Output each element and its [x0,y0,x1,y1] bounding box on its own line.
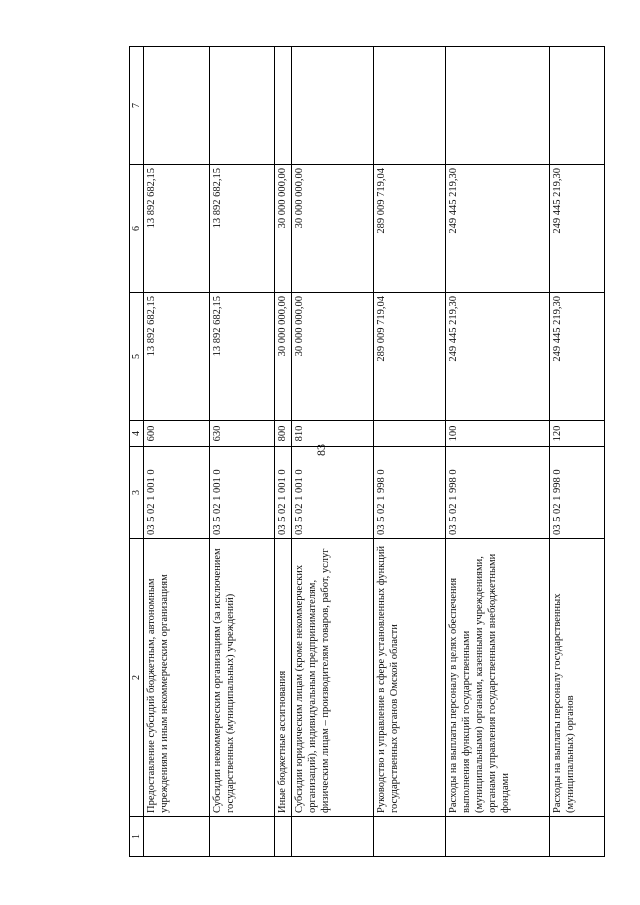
cell-code: 03 5 02 1 001 0 [275,447,292,539]
cell-amount-5: 30 000 000,00 [275,293,292,421]
header-col-7: 7 [130,47,144,165]
cell-name: Расходы на выплаты персоналу государственных (муниципальных) органов [550,539,605,817]
cell-amount-6: 249 445 219,30 [446,165,550,293]
cell-amount-5: 289 009 719,04 [374,293,446,421]
cell-amount-6: 30 000 000,00 [275,165,292,293]
cell-name: Руководство и управление в сфере установленных функций государственных органов Омской области [374,539,446,817]
cell-amount-6: 30 000 000,00 [292,165,374,293]
cell-name: Субсидии юридическим лицам (кроме некоммерческих организаций), индивидуальным предпринимателям, физическим лицам – производителям товаров, работ, услуг [292,539,374,817]
cell-name: Иные бюджетные ассигнования [275,539,292,817]
cell-col-7 [144,47,210,165]
cell-amount-5: 249 445 219,30 [446,293,550,421]
cell-name: Субсидии некоммерческим организациям (за исключением государственных (муниципальных) учреждений) [210,539,275,817]
cell-code: 03 5 02 1 001 0 [292,447,374,539]
cell-col-1 [292,817,374,857]
cell-expense-type [374,421,446,447]
cell-col-1 [275,817,292,857]
cell-expense-type: 100 [446,421,550,447]
cell-code: 03 5 02 1 998 0 [550,447,605,539]
table-row [275,47,292,857]
budget-table-container [129,47,576,857]
cell-name: Расходы на выплаты персоналу в целях обеспечения выполнения функций государственными (муниципальными) органами, казенными учреждениями, органами управления государственными внебюджетными фондами [446,539,550,817]
header-col-4: 4 [130,421,144,447]
cell-code: 03 5 02 1 001 0 [210,447,275,539]
cell-amount-6: 249 445 219,30 [550,165,605,293]
cell-expense-type: 600 [144,421,210,447]
cell-code: 03 5 02 1 998 0 [446,447,550,539]
cell-expense-type: 810 [292,421,374,447]
table-body [144,47,605,857]
cell-col-1 [550,817,605,857]
cell-amount-6: 289 009 719,04 [374,165,446,293]
cell-col-7 [550,47,605,165]
cell-code: 03 5 02 1 998 0 [374,447,446,539]
cell-code: 03 5 02 1 001 0 [144,447,210,539]
cell-expense-type: 120 [550,421,605,447]
cell-amount-5: 30 000 000,00 [292,293,374,421]
cell-amount-5: 13 892 682,15 [144,293,210,421]
table-header [130,47,144,857]
cell-name: Предоставление субсидий бюджетным, автономным учреждениям и иным некоммерческим организациям [144,539,210,817]
header-row [130,47,144,857]
cell-col-7 [374,47,446,165]
cell-expense-type: 630 [210,421,275,447]
cell-amount-5: 13 892 682,15 [210,293,275,421]
table-row [374,47,446,857]
cell-col-7 [292,47,374,165]
cell-amount-5: 249 445 219,30 [550,293,605,421]
table-row [292,47,374,857]
header-col-2: 2 [130,539,144,817]
cell-col-7 [210,47,275,165]
cell-col-1 [210,817,275,857]
table-row [144,47,210,857]
cell-amount-6: 13 892 682,15 [144,165,210,293]
cell-col-1 [144,817,210,857]
header-col-3: 3 [130,447,144,539]
cell-expense-type: 800 [275,421,292,447]
table-row [550,47,605,857]
cell-amount-6: 13 892 682,15 [210,165,275,293]
cell-col-1 [374,817,446,857]
cell-col-7 [275,47,292,165]
header-col-6: 6 [130,165,144,293]
cell-col-1 [446,817,550,857]
header-col-1: 1 [130,817,144,857]
table-row [210,47,275,857]
table-row [446,47,550,857]
budget-table [129,46,605,857]
page-number: 83 [314,444,328,456]
cell-col-7 [446,47,550,165]
header-col-5: 5 [130,293,144,421]
